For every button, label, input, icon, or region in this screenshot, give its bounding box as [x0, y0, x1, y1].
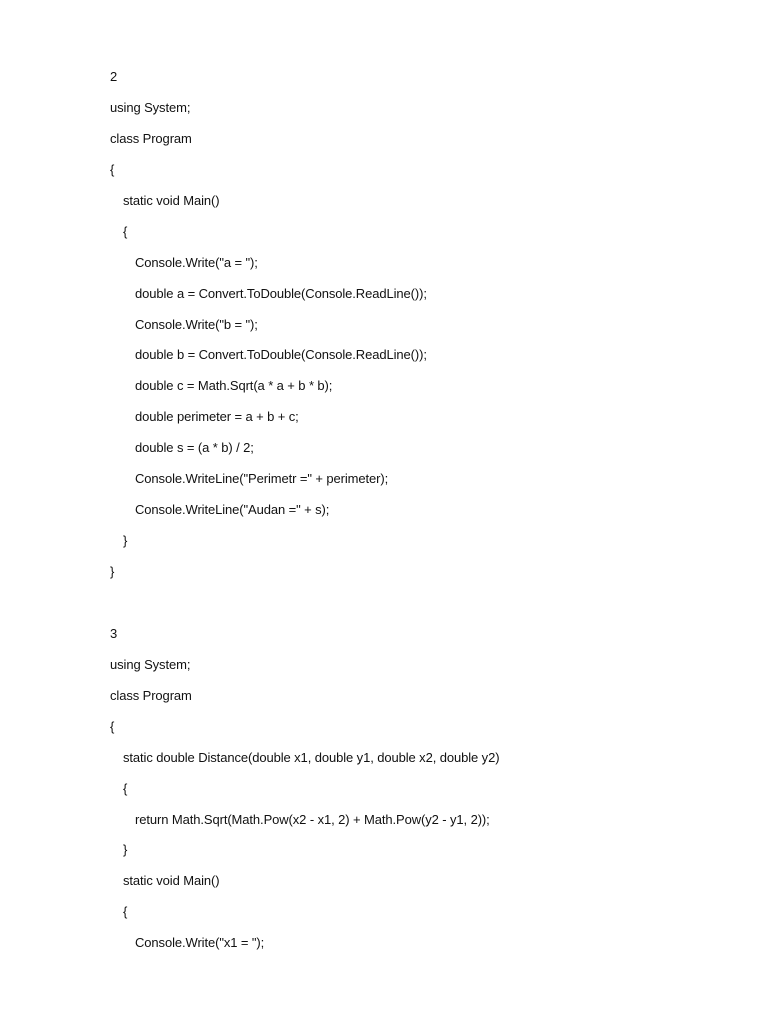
code-line: { — [123, 223, 128, 239]
code-line: Console.WriteLine("Audan =" + s); — [135, 502, 330, 518]
code-line: class Program — [110, 130, 192, 146]
code-line: double c = Math.Sqrt(a * a + b * b); — [135, 378, 333, 394]
code-line: double b = Convert.ToDouble(Console.ReadLine()); — [135, 347, 427, 363]
code-line: } — [123, 842, 128, 858]
code-line: { — [110, 718, 115, 734]
code-line: return Math.Sqrt(Math.Pow(x2 - x1, 2) + Math.Pow(y2 - y1, 2)); — [135, 811, 490, 827]
section-number: 2 — [110, 69, 118, 84]
code-line: class Program — [110, 687, 192, 703]
code-line: } — [123, 533, 128, 549]
code-line: Console.Write("b = "); — [135, 316, 258, 332]
code-line: { — [123, 780, 128, 796]
document-body — [110, 67, 730, 964]
blank-line — [110, 593, 730, 624]
code-line: using System; — [110, 99, 191, 115]
code-line: Console.WriteLine("Perimetr =" + perimeter); — [135, 471, 389, 487]
code-line: { — [110, 161, 115, 177]
code-line: Console.Write("x1 = "); — [135, 935, 265, 951]
code-line: } — [110, 564, 115, 579]
code-line: { — [123, 904, 128, 920]
code-line: static double Distance(double x1, double y1, double x2, double y2) — [123, 749, 500, 765]
code-line: using System; — [110, 656, 191, 672]
code-line: static void Main() — [123, 192, 220, 208]
code-line: double s = (a * b) / 2; — [135, 440, 254, 456]
code-line: static void Main() — [123, 873, 220, 889]
section-number: 3 — [110, 625, 118, 641]
code-line: Console.Write("a = "); — [135, 254, 258, 270]
code-line: double perimeter = a + b + c; — [135, 409, 299, 425]
code-line: double a = Convert.ToDouble(Console.ReadLine()); — [135, 285, 427, 301]
